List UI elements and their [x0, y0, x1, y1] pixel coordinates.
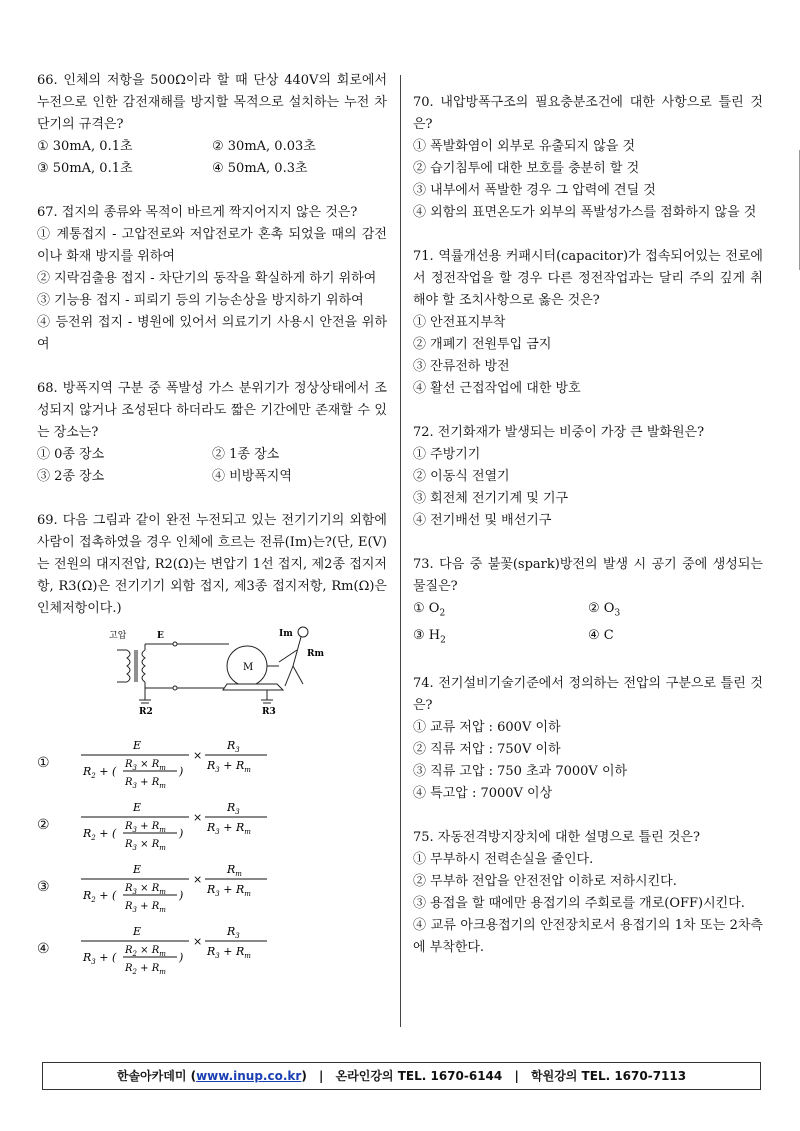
- options: [37, 136, 387, 180]
- option-3[interactable]: ③ 용접을 할 때에만 용접기의 주회로를 개로(OFF)시킨다.: [413, 896, 745, 912]
- academy-website-link[interactable]: www.inup.co.kr: [196, 1069, 302, 1083]
- question-stem: 73. 다음 중 불꽃(spark)방전의 발생 시 공기 중에 생성되는 물질은?: [413, 557, 763, 594]
- option-2[interactable]: [588, 598, 763, 625]
- question-75: [413, 827, 763, 959]
- question-73: [413, 554, 763, 651]
- option-2[interactable]: ② 30mA, 0.03초: [212, 139, 316, 154]
- option-2[interactable]: ② 직류 저압 : 750V 이하: [413, 742, 561, 758]
- question-72: [413, 422, 763, 532]
- motor-label: M: [243, 662, 254, 673]
- option-4[interactable]: ④ 비방폭지역: [212, 469, 292, 484]
- option-3[interactable]: [413, 625, 588, 652]
- source-label: E: [157, 631, 164, 641]
- question-66: [37, 70, 387, 180]
- option-number: ②: [37, 817, 50, 833]
- option-4[interactable]: ④ 교류 아크용접기의 안전장치로서 용접기의 1차 또는 2차측에 부착한다.: [413, 918, 763, 956]
- online-phone: 온라인강의 TEL. 1670-6144: [335, 1069, 503, 1083]
- option-2[interactable]: ② 개폐기 전원투입 금지: [413, 337, 552, 352]
- svg-text:×: ×: [193, 811, 203, 824]
- svg-text:R3 + Rm: $R_3 + R_m$: [125, 777, 166, 790]
- leakage-circuit-diagram: [107, 626, 337, 718]
- option-3[interactable]: ③ 내부에서 폭발한 경우 그 압력에 견딜 것: [413, 183, 656, 198]
- offline-phone: 학원강의 TEL. 1670-7113: [531, 1069, 687, 1083]
- question-70: [413, 92, 763, 224]
- option-number: ④: [37, 941, 50, 957]
- ground2-label: R2: [139, 707, 153, 717]
- svg-text:R3 + Rm: $R_3 + R_m$: [207, 759, 251, 774]
- svg-text:R3: $R_3$: [227, 739, 240, 754]
- option-1[interactable]: ① 0종 장소: [37, 447, 105, 462]
- formula-3: [81, 859, 271, 915]
- question-stem: 72. 전기화재가 발생되는 비중이 가장 큰 발화원은?: [413, 425, 705, 440]
- svg-text:): ): [179, 889, 184, 902]
- svg-text:R2 + (: $R_2$ + (: [83, 889, 117, 904]
- option-1[interactable]: [413, 598, 588, 625]
- formula-option-1[interactable]: [37, 732, 387, 794]
- option-4[interactable]: ④ 활선 근접작업에 대한 방호: [413, 381, 581, 396]
- option-2[interactable]: ② 지락검출용 접지 - 차단기의 동작을 확실하게 하기 위하여: [37, 271, 377, 286]
- option-2[interactable]: ② 이동식 전열기: [413, 469, 510, 484]
- separator: |: [318, 1069, 324, 1083]
- formula-options: [37, 732, 387, 980]
- option-2[interactable]: ② 무부하 전압을 안전전압 이하로 저하시킨다.: [413, 874, 677, 890]
- option-3[interactable]: ③ 2종 장소: [37, 469, 105, 484]
- option-2[interactable]: ② 1종 장소: [212, 447, 280, 462]
- svg-text:R3: $R_3$: [227, 925, 240, 940]
- option-text: ② O: [588, 601, 615, 616]
- question-stem: 69. 다음 그림과 같이 완전 누전되고 있는 전기기기의 외함에 사람이 접촉하였을 경우 인체에 흐르는 전류(Im)는?(단, E(V)는 전원의 대지전압, R2(Ω)는 변압기 1선 접지, 제2종 접지저항, R3(Ω)은 전기기기 외함 접지, 제3종 접지저항, Rm(Ω)은 인체저항이다.): [37, 513, 387, 616]
- formula-4: [81, 921, 271, 977]
- subscript: 2: [440, 635, 446, 646]
- formula-option-2[interactable]: [37, 794, 387, 856]
- transformer-label: 고압: [109, 631, 127, 641]
- svg-text:R2 + (: $R_2$ + (: [83, 765, 117, 780]
- option-4[interactable]: [588, 625, 763, 652]
- svg-text:R3: $R_3$: [227, 801, 240, 816]
- academy-name: 한솔아카데미 (: [116, 1069, 197, 1083]
- svg-text:R3 + Rm: $R_3 + R_m$: [125, 821, 166, 834]
- svg-text:R3 × Rm: $R_3 \times R_m$: [125, 883, 166, 896]
- option-text: ③ H: [413, 627, 441, 643]
- body-resistance-label: Rm: [307, 649, 325, 659]
- person-leg: [293, 666, 303, 684]
- svg-text:R3 + Rm: $R_3 + R_m$: [207, 945, 251, 960]
- option-2[interactable]: ② 습기침투에 대한 보호를 충분히 할 것: [413, 161, 640, 176]
- option-1[interactable]: ① 무부하시 전력손실을 줄인다.: [413, 852, 594, 868]
- question-stem: 74. 전기설비기술기준에서 정의하는 전압의 구분으로 틀린 것은?: [413, 676, 763, 714]
- option-1[interactable]: ① 교류 저압 : 600V 이하: [413, 720, 561, 736]
- subscript: 2: [439, 608, 446, 619]
- person-leg: [285, 666, 293, 686]
- option-4[interactable]: ④ 등전위 접지 - 병원에 있어서 의료기기 사용시 안전을 위하여: [37, 315, 387, 352]
- svg-text:Rm: $R_m$: [227, 863, 242, 878]
- terminal: [173, 686, 177, 690]
- svg-text:R3 + (: $R_3$ + (: [83, 951, 117, 966]
- options: [37, 444, 387, 488]
- question-stem: 68. 방폭지역 구분 중 폭발성 가스 분위기가 정상상태에서 조성되지 않거나 조성된다 하더라도 짧은 기간에만 존재할 수 있는 장소는?: [37, 381, 387, 440]
- svg-text:R3 + Rm: $R_3 + R_m$: [125, 901, 166, 914]
- fraction-numerator: E: [133, 739, 142, 752]
- option-1[interactable]: ① 계통접지 - 고압전로와 저압전로가 혼촉 되었을 때의 감전이나 화재 방지를 위하여: [37, 227, 387, 264]
- option-3[interactable]: ③ 기능용 접지 - 피뢰기 등의 기능손상을 방지하기 위하여: [37, 293, 364, 308]
- svg-text:E: E: [133, 801, 142, 814]
- question-stem: 71. 역률개선용 커패시터(capacitor)가 접속되어있는 전로에서 정전작업을 할 경우 다른 정전작업과는 달리 주의 깊게 취해야 할 조치사항으로 옳은 것은?: [413, 249, 763, 308]
- options: [413, 598, 763, 651]
- svg-text:): ): [179, 951, 184, 964]
- page-footer: [42, 1062, 761, 1090]
- question-stem: 67. 접지의 종류와 목적이 바르게 짝지어지지 않은 것은?: [37, 205, 358, 220]
- question-68: [37, 378, 387, 488]
- option-4[interactable]: ④ 외함의 표면온도가 외부의 폭발성가스를 점화하지 않을 것: [413, 205, 757, 220]
- svg-text:R2 + (: $R_2$ + (: [83, 827, 117, 842]
- left-column: [37, 70, 387, 980]
- svg-text:R3 × Rm: $R_3 \times R_m$: [125, 839, 166, 852]
- subscript: 3: [614, 608, 621, 619]
- formula-option-4[interactable]: [37, 918, 387, 980]
- ground3-label: R3: [262, 707, 276, 717]
- right-column: [413, 92, 763, 981]
- svg-text:E: E: [133, 863, 142, 876]
- option-3[interactable]: ③ 회전체 전기기계 및 기구: [413, 491, 569, 506]
- formula-2: [81, 797, 271, 853]
- option-1[interactable]: ① 안전표지부착: [413, 315, 506, 330]
- option-3[interactable]: ③ 직류 고압 : 750 초과 7000V 이하: [413, 764, 628, 780]
- question-67: [37, 202, 387, 356]
- svg-text:E: E: [133, 925, 142, 938]
- option-text: ① O: [413, 601, 440, 616]
- option-text: ④ C: [588, 627, 614, 643]
- option-1[interactable]: ① 30mA, 0.1초: [37, 139, 133, 154]
- column-divider: [400, 75, 401, 1027]
- question-stem: 75. 자동전격방지장치에 대한 설명으로 틀린 것은?: [413, 830, 700, 846]
- svg-text:×: ×: [193, 935, 203, 948]
- option-1[interactable]: ① 주방기기: [413, 447, 481, 462]
- option-number: ③: [37, 879, 50, 895]
- motor-base: [223, 684, 283, 690]
- option-4[interactable]: ④ 특고압 : 7000V 이상: [413, 786, 553, 802]
- svg-text:R2 + Rm: $R_2 + R_m$: [125, 963, 166, 976]
- option-4[interactable]: ④ 전기배선 및 배선기구: [413, 513, 552, 528]
- svg-text:R3 × Rm: $R_3 \times R_m$: [125, 759, 166, 772]
- option-number: ①: [37, 755, 50, 771]
- question-74: [413, 673, 763, 805]
- svg-text:): ): [179, 827, 184, 840]
- formula-option-3[interactable]: [37, 856, 387, 918]
- svg-text:R2 × Rm: $R_2 \times R_m$: [125, 945, 166, 958]
- primary-coil: [127, 650, 130, 682]
- person-head: [298, 627, 308, 637]
- svg-text:R3 + Rm: $R_3 + R_m$: [207, 883, 251, 898]
- option-1[interactable]: ① 폭발화염이 외부로 유출되지 않을 것: [413, 139, 636, 154]
- svg-text:): ): [179, 765, 184, 778]
- question-69: [37, 510, 387, 980]
- svg-text:×: ×: [193, 873, 203, 886]
- question-71: [413, 246, 763, 400]
- terminal: [173, 642, 177, 646]
- option-4[interactable]: ④ 50mA, 0.3초: [212, 161, 308, 176]
- question-stem: 70. 내압방폭구조의 필요충분조건에 대한 사항으로 틀린 것은?: [413, 95, 763, 132]
- current-label: Im: [279, 629, 293, 639]
- times-sign: ×: [193, 749, 203, 762]
- option-3[interactable]: ③ 50mA, 0.1초: [37, 161, 133, 176]
- formula-1: [81, 735, 271, 791]
- question-stem: 66. 인체의 저항을 500Ω이라 할 때 단상 440V의 회로에서 누전으로 인한 감전재해를 방지할 목적으로 설치하는 누전 차단기의 규격은?: [37, 73, 387, 132]
- separator: |: [514, 1069, 519, 1083]
- option-3[interactable]: ③ 잔류전하 방전: [413, 359, 510, 374]
- paren-close: ): [301, 1069, 307, 1083]
- svg-text:R3 + Rm: $R_3 + R_m$: [207, 821, 251, 836]
- secondary-coil: [142, 650, 145, 682]
